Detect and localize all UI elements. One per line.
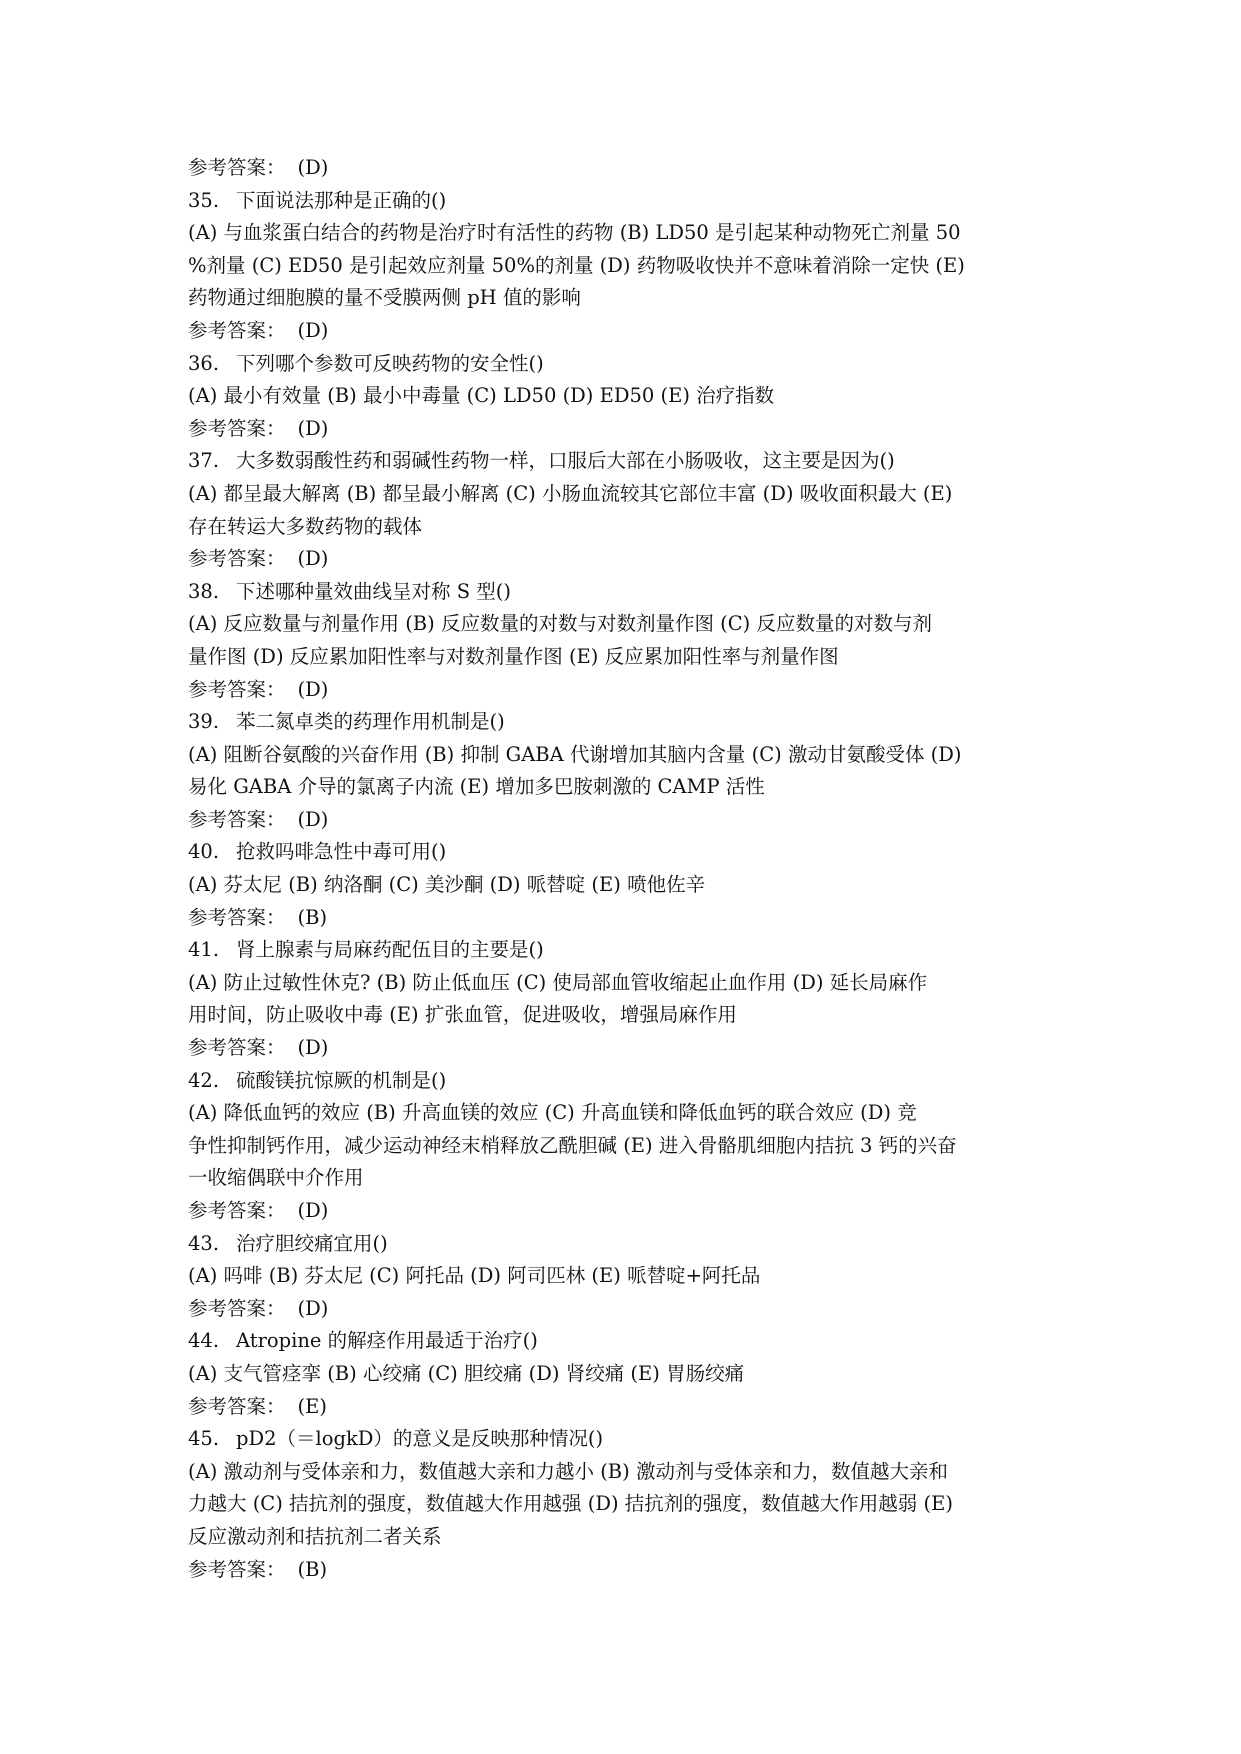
question-number: 38. (188, 579, 220, 603)
answer-value: (D) (297, 1296, 329, 1320)
question-number: 45. (188, 1427, 220, 1451)
question-number: 36. (188, 351, 220, 375)
options-line: 量作图 (D) 反应累加阳性率与对数剂量作图 (E) 反应累加阳性率与剂量作图 (188, 644, 839, 668)
answer-label: 参考答案： (188, 1394, 286, 1418)
answer-label: 参考答案： (188, 1036, 286, 1060)
answer-value: (D) (297, 318, 329, 342)
options-line: 一收缩偶联中介作用 (188, 1166, 364, 1190)
question-stem (188, 836, 1088, 869)
options-line: 药物通过细胞膜的量不受膜两侧 pH 值的影响 (188, 286, 581, 310)
question-text: 大多数弱酸性药和弱碱性药物一样，口服后大部在小肠吸收，这主要是因为() (236, 449, 895, 473)
options-line: (A) 最小有效量 (B) 最小中毒量 (C) LD50 (D) ED50 (E) 治疗指数 (188, 384, 775, 408)
question-stem (188, 348, 1088, 381)
question-number: 40. (188, 840, 220, 864)
answer-line (188, 543, 1088, 576)
options-line: 存在转运大多数药物的载体 (188, 514, 423, 538)
options-line: (A) 降低血钙的效应 (B) 升高血镁的效应 (C) 升高血镁和降低血钙的联合效应 (D) 竞 (188, 1101, 917, 1125)
question-text: 下列哪个参数可反映药物的安全性() (236, 351, 544, 375)
question-stem (188, 934, 1088, 967)
answer-label: 参考答案： (188, 318, 286, 342)
question-text: Atropine 的解痉作用最适于治疗() (236, 1329, 538, 1353)
options-line: 反应激动剂和拮抗剂二者关系 (188, 1524, 442, 1548)
options-line: (A) 与血浆蛋白结合的药物是治疗时有活性的药物 (B) LD50 是引起某种动物死亡剂量 50 (188, 221, 961, 245)
question-number: 37. (188, 449, 220, 473)
answer-value: (D) (297, 807, 329, 831)
answer-line (188, 1391, 1088, 1424)
question-item (188, 1228, 1088, 1326)
answer-line (188, 1195, 1088, 1228)
question-number: 39. (188, 710, 220, 734)
question-stem (188, 1423, 1088, 1456)
options-line: (A) 芬太尼 (B) 纳洛酮 (C) 美沙酮 (D) 哌替啶 (E) 喷他佐辛 (188, 873, 706, 897)
question-item (188, 836, 1088, 934)
question-stem (188, 445, 1088, 478)
answer-label: 参考答案： (188, 156, 286, 179)
question-text: 下述哪种量效曲线呈对称 S 型() (236, 579, 511, 603)
options-line: (A) 支气管痉挛 (B) 心绞痛 (C) 胆绞痛 (D) 肾绞痛 (E) 胃肠绞痛 (188, 1361, 745, 1385)
answer-line (188, 804, 1088, 837)
answer-value: (D) (297, 677, 329, 701)
question-text: 抢救吗啡急性中毒可用() (236, 840, 447, 864)
question-item (188, 934, 1088, 1064)
answer-label: 参考答案： (188, 547, 286, 571)
question-stem (188, 1065, 1088, 1098)
answer-label: 参考答案： (188, 807, 286, 831)
question-text: 下面说法那种是正确的() (236, 188, 447, 212)
answer-line (188, 1293, 1088, 1326)
answer-value: (D) (297, 547, 329, 571)
options-line: 力越大 (C) 拮抗剂的强度，数值越大作用越强 (D) 拮抗剂的强度，数值越大作用越弱 (E) (188, 1492, 953, 1516)
answer-value: (B) (297, 1557, 328, 1581)
question-stem (188, 185, 1088, 218)
answer-line (188, 1032, 1088, 1065)
question-stem (188, 1228, 1088, 1261)
answer-line (188, 1554, 1088, 1587)
question-text: 硫酸镁抗惊厥的机制是() (236, 1068, 447, 1092)
question-number: 35. (188, 188, 220, 212)
options-line: (A) 防止过敏性休克? (B) 防止低血压 (C) 使局部血管收缩起止血作用 (D) 延长局麻作 (188, 970, 928, 994)
question-item (188, 1325, 1088, 1423)
question-list (188, 185, 1088, 1587)
answer-line (188, 413, 1088, 446)
options-line: (A) 反应数量与剂量作用 (B) 反应数量的对数与对数剂量作图 (C) 反应数量的对数与剂 (188, 612, 932, 636)
answer-line (188, 902, 1088, 935)
answer-label: 参考答案： (188, 677, 286, 701)
answer-value: (D) (297, 1036, 329, 1060)
answer-value: (D) (297, 156, 329, 179)
question-item (188, 1423, 1088, 1586)
options-line: (A) 吗啡 (B) 芬太尼 (C) 阿托品 (D) 阿司匹林 (E) 哌替啶+阿托品 (188, 1264, 761, 1288)
answer-label: 参考答案： (188, 1296, 286, 1320)
question-stem (188, 1325, 1088, 1358)
options-line: 易化 GABA 介导的氯离子内流 (E) 增加多巴胺刺激的 CAMP 活性 (188, 775, 765, 799)
answer-label: 参考答案： (188, 1557, 286, 1581)
question-text: 治疗胆绞痛宜用() (236, 1231, 388, 1255)
question-item (188, 706, 1088, 836)
options-line: (A) 激动剂与受体亲和力，数值越大亲和力越小 (B) 激动剂与受体亲和力，数值越大亲和 (188, 1459, 948, 1483)
options-line: (A) 阻断谷氨酸的兴奋作用 (B) 抑制 GABA 代谢增加其脑内含量 (C) 激动甘氨酸受体 (D) (188, 742, 962, 766)
options-line: 用时间，防止吸收中毒 (E) 扩张血管，促进吸收，增强局麻作用 (188, 1003, 737, 1027)
answer-value: (B) (297, 905, 328, 929)
answer-label: 参考答案： (188, 1199, 286, 1222)
question-number: 43. (188, 1231, 220, 1255)
lead-answer-line (188, 152, 1088, 185)
question-item (188, 445, 1088, 575)
question-number: 41. (188, 938, 220, 962)
answer-line (188, 315, 1088, 348)
question-item (188, 576, 1088, 706)
answer-value: (D) (297, 1199, 329, 1222)
question-number: 42. (188, 1068, 220, 1092)
question-stem (188, 706, 1088, 739)
answer-line (188, 674, 1088, 707)
options-line: (A) 都呈最大解离 (B) 都呈最小解离 (C) 小肠血流较其它部位丰富 (D) 吸收面积最大 (E) (188, 481, 953, 505)
question-item (188, 1065, 1088, 1228)
question-text: 苯二氮卓类的药理作用机制是() (236, 710, 505, 734)
document-page (188, 152, 1088, 1586)
question-item (188, 348, 1088, 446)
answer-value: (E) (297, 1394, 327, 1418)
answer-value: (D) (297, 416, 329, 440)
answer-label: 参考答案： (188, 416, 286, 440)
question-item (188, 185, 1088, 348)
options-line: %剂量 (C) ED50 是引起效应剂量 50%的剂量 (D) 药物吸收快并不意味着消除一定快 (E) (188, 253, 965, 277)
question-number: 44. (188, 1329, 220, 1353)
question-text: pD2（＝logkD）的意义是反映那种情况() (236, 1427, 604, 1451)
question-text: 肾上腺素与局麻药配伍目的主要是() (236, 938, 544, 962)
options-line: 争性抑制钙作用，减少运动神经末梢释放乙酰胆碱 (E) 进入骨骼肌细胞内拮抗 3 钙的兴奋 (188, 1133, 957, 1157)
question-stem (188, 576, 1088, 609)
answer-label: 参考答案： (188, 905, 286, 929)
